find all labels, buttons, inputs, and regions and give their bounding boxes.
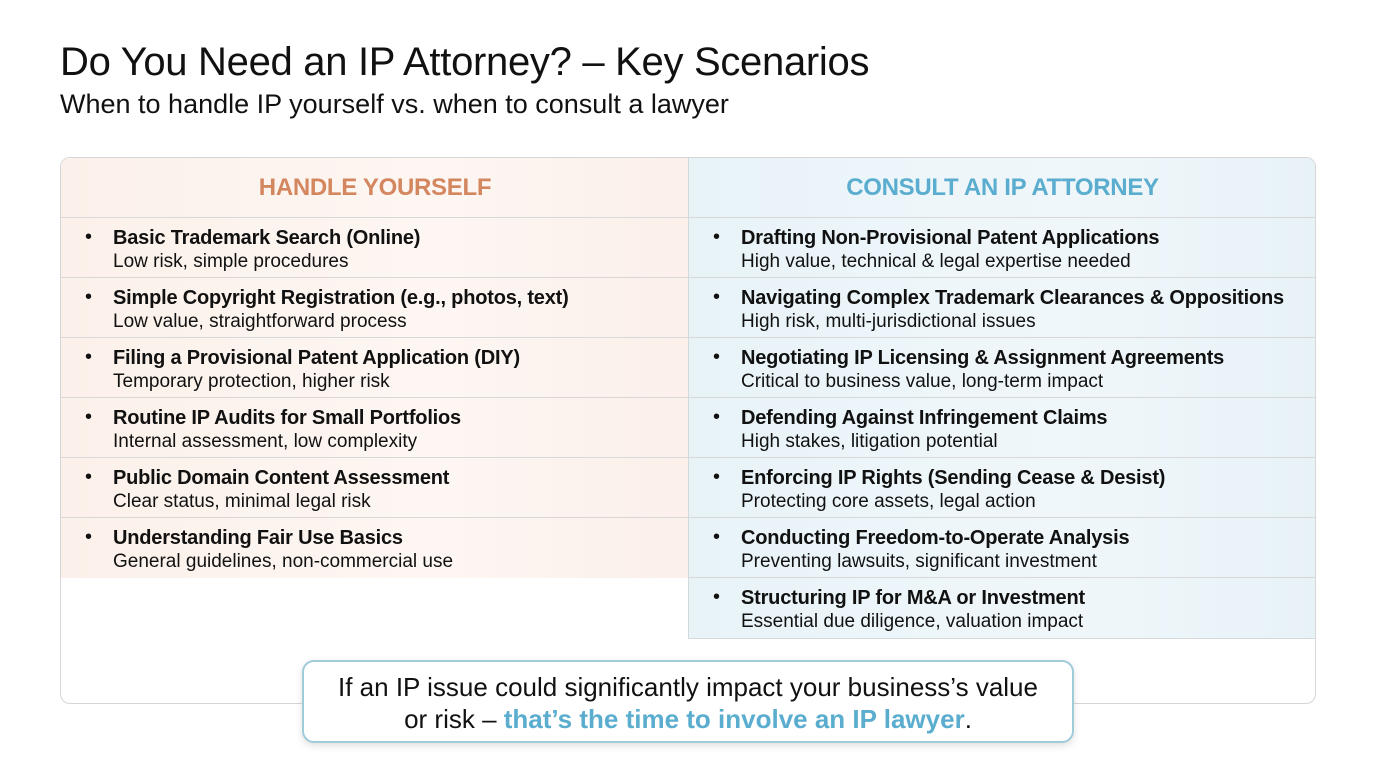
bullet-icon: • xyxy=(713,466,721,488)
callout-prefix: or risk – xyxy=(404,704,504,734)
consult-attorney-column xyxy=(688,158,1316,639)
item-title: Drafting Non-Provisional Patent Applications xyxy=(741,227,1160,249)
list-item xyxy=(689,458,1316,518)
bullet-icon: • xyxy=(85,226,93,248)
item-subtitle: General guidelines, non-commercial use xyxy=(113,551,454,572)
callout-box xyxy=(302,660,1074,743)
comparison-table xyxy=(60,157,1316,704)
item-subtitle: Temporary protection, higher risk xyxy=(113,371,390,392)
item-title: Filing a Provisional Patent Application (DIY) xyxy=(113,347,520,369)
bullet-icon: • xyxy=(713,346,721,368)
list-item xyxy=(689,278,1316,338)
item-subtitle: Low risk, simple procedures xyxy=(113,251,349,272)
bullet-icon: • xyxy=(713,526,721,548)
list-item xyxy=(61,518,689,578)
bullet-icon: • xyxy=(85,346,93,368)
page-title: Do You Need an IP Attorney? – Key Scenarios xyxy=(60,40,870,84)
list-item xyxy=(61,458,689,518)
item-subtitle: Preventing lawsuits, significant investment xyxy=(741,551,1097,572)
item-title: Conducting Freedom-to-Operate Analysis xyxy=(741,527,1130,549)
item-title: Public Domain Content Assessment xyxy=(113,467,450,489)
item-title: Routine IP Audits for Small Portfolios xyxy=(113,407,461,429)
item-subtitle: High risk, multi-jurisdictional issues xyxy=(741,311,1036,332)
column-heading: CONSULT AN IP ATTORNEY xyxy=(689,158,1316,218)
item-subtitle: High stakes, litigation potential xyxy=(741,431,998,452)
bullet-icon: • xyxy=(713,286,721,308)
bullet-icon: • xyxy=(713,586,721,608)
item-title: Defending Against Infringement Claims xyxy=(741,407,1108,429)
item-title: Structuring IP for M&A or Investment xyxy=(741,587,1085,609)
list-item xyxy=(61,338,689,398)
callout-line2 xyxy=(304,703,1072,735)
item-subtitle: Essential due diligence, valuation impact xyxy=(741,611,1084,632)
item-title: Navigating Complex Trademark Clearances & Oppositions xyxy=(741,287,1284,309)
list-item xyxy=(689,218,1316,278)
item-subtitle: Low value, straightforward process xyxy=(113,311,407,332)
item-subtitle: Clear status, minimal legal risk xyxy=(113,491,371,512)
bullet-icon: • xyxy=(713,406,721,428)
list-item xyxy=(61,398,689,458)
callout-line1: If an IP issue could significantly impact your business’s value xyxy=(338,672,1038,702)
item-title: Understanding Fair Use Basics xyxy=(113,527,403,549)
item-title: Simple Copyright Registration (e.g., photos, text) xyxy=(113,287,569,309)
item-title: Negotiating IP Licensing & Assignment Agreements xyxy=(741,347,1225,369)
column-heading: HANDLE YOURSELF xyxy=(61,158,689,218)
bullet-icon: • xyxy=(85,406,93,428)
list-item xyxy=(61,218,689,278)
bullet-icon: • xyxy=(85,526,93,548)
item-title: Enforcing IP Rights (Sending Cease & Desist) xyxy=(741,467,1166,489)
bullet-icon: • xyxy=(713,226,721,248)
bullet-icon: • xyxy=(85,466,93,488)
callout-suffix: . xyxy=(964,704,972,734)
item-subtitle: High value, technical & legal expertise needed xyxy=(741,251,1131,272)
page-subtitle: When to handle IP yourself vs. when to consult a lawyer xyxy=(60,89,729,119)
item-subtitle: Protecting core assets, legal action xyxy=(741,491,1036,512)
list-item xyxy=(689,518,1316,578)
list-item xyxy=(689,338,1316,398)
handle-yourself-column xyxy=(61,158,689,578)
list-item xyxy=(689,398,1316,458)
item-title: Basic Trademark Search (Online) xyxy=(113,227,421,249)
item-subtitle: Internal assessment, low complexity xyxy=(113,431,418,452)
item-subtitle: Critical to business value, long-term impact xyxy=(741,371,1104,392)
bullet-icon: • xyxy=(85,286,93,308)
list-item xyxy=(61,278,689,338)
callout-highlight: that’s the time to involve an IP lawyer xyxy=(503,704,965,734)
list-item xyxy=(689,578,1316,638)
